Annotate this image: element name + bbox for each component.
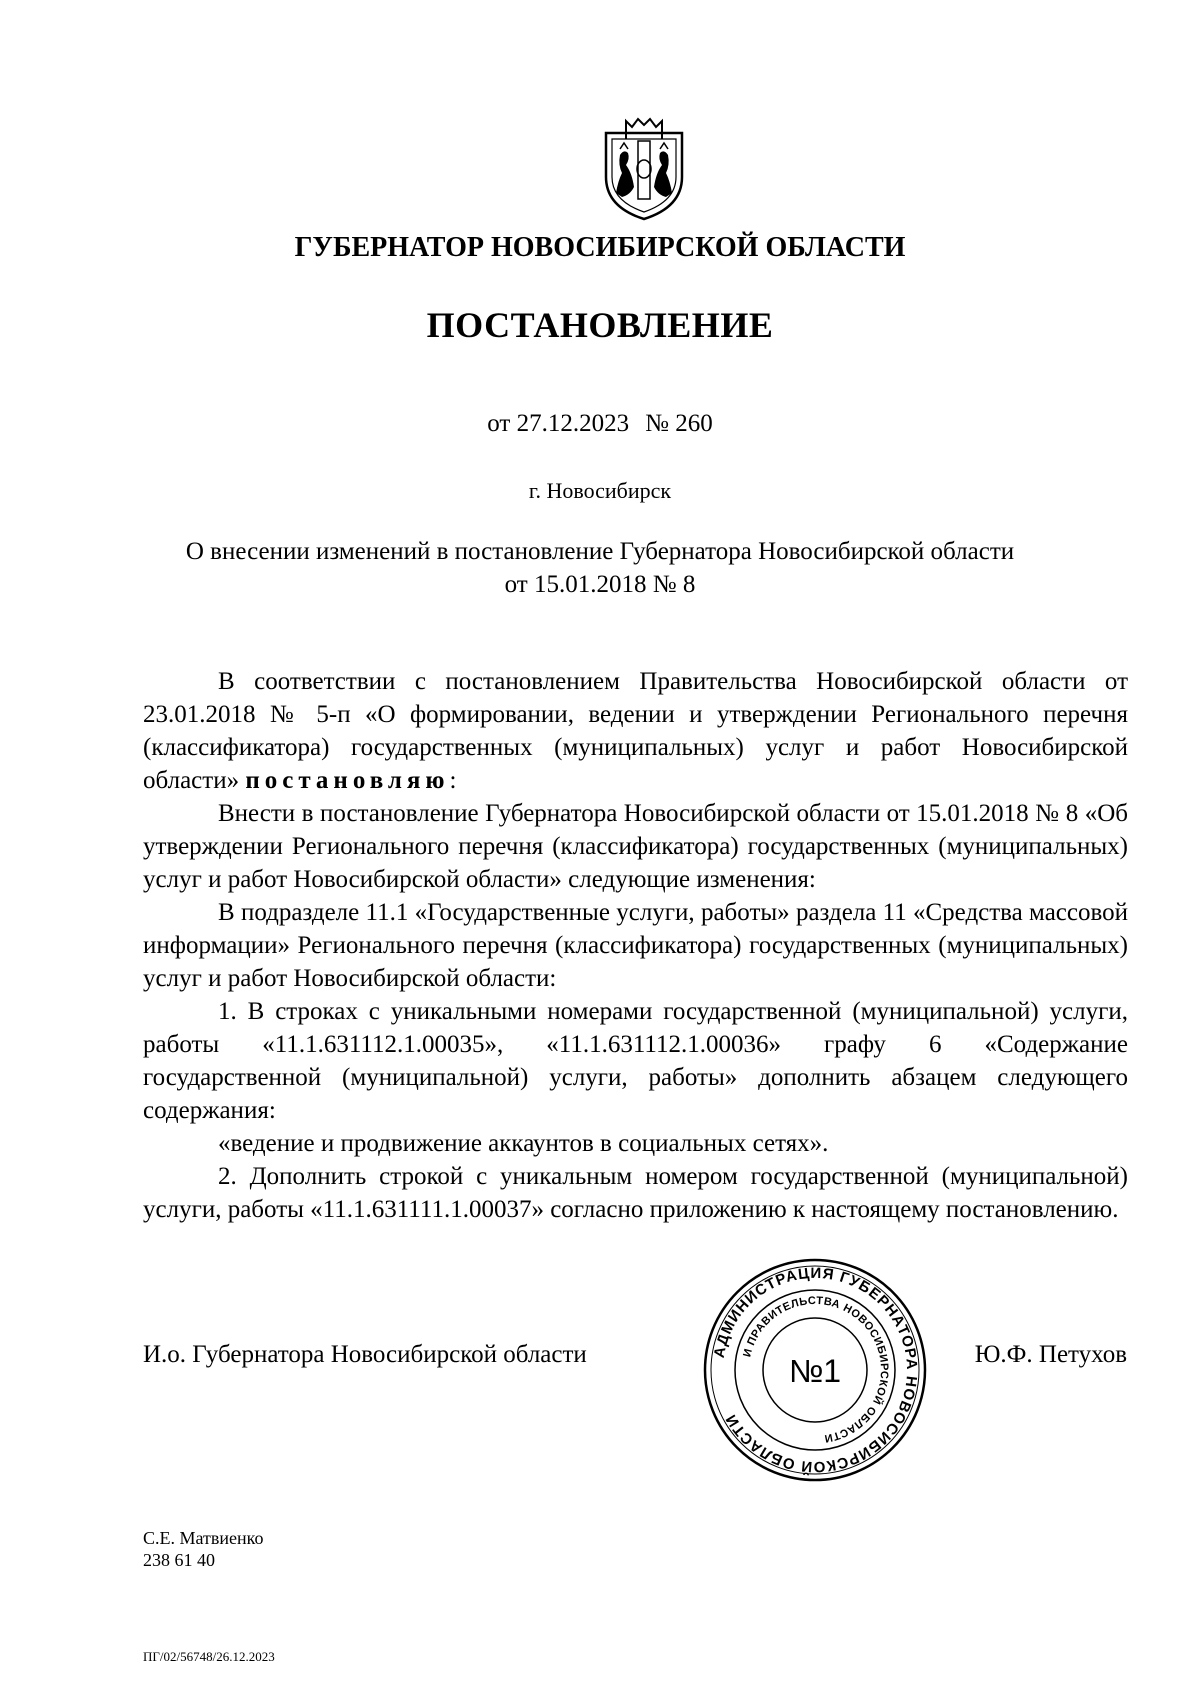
body-paragraph-1-text: В соответствии с постановлением Правительства Новосибирской области от 23.01.2018 № 5-п «О формировании, ведении и утверждении Регионального перечня (классификатора) государственных (муниципальных) услуг и работ Новосибирской области» — [143, 668, 1128, 794]
body-paragraph-1 — [143, 665, 1128, 797]
subject-line-2: от 15.01.2018 № 8 — [504, 571, 696, 598]
signatory-name: Ю.Ф. Петухов — [974, 1341, 1127, 1368]
issuing-authority: ГУБЕРНАТОР НОВОСИБИРСКОЙ ОБЛАСТИ — [294, 232, 906, 263]
document-date: от 27.12.2023 — [487, 410, 630, 437]
subject-line-1: О внесении изменений в постановление Губернатора Новосибирской области — [185, 538, 1015, 565]
official-seal-icon — [700, 1255, 930, 1485]
document-date-number — [0, 410, 1200, 438]
body-paragraph-2: Внести в постановление Губернатора Новосибирской области от 15.01.2018 № 8 «Об утверждении Регионального перечня (классификатора) государственных (муниципальных) услуг и работ Новосибирской области» следующие изменения: — [143, 800, 1128, 893]
seal-outer-text: АДМИНИСТРАЦИЯ ГУБЕРНАТОРА НОВОСИБИРСКОЙ ОБЛАСТИ — [710, 1264, 921, 1476]
executor-block — [143, 1527, 263, 1571]
resolution-keyword: постановляю — [245, 767, 450, 794]
document-city: г. Новосибирск — [528, 478, 672, 503]
document-number: № 260 — [645, 410, 713, 437]
executor-phone: 238 61 40 — [143, 1550, 215, 1570]
body-paragraph-3: В подразделе 11.1 «Государственные услуги, работы» раздела 11 «Средства массовой информации» Регионального перечня (классификатора) государственных (муниципальных) услуг и работ Новосибирской области: — [143, 899, 1128, 992]
executor-name: С.Е. Матвиенко — [143, 1528, 264, 1548]
body-paragraph-4: 1. В строках с уникальными номерами государственной (муниципальной) услуги, работы «11.1.631112.1.00035», «11.1.631112.1.00036» графу 6 «Содержание государственной (муниципальной) услуги, работы» дополнить абзацем следующего содержания: — [143, 998, 1128, 1124]
coat-of-arms-icon — [598, 115, 690, 223]
registration-number: ПГ/02/56748/26.12.2023 — [143, 1649, 275, 1664]
body-paragraph-6: 2. Дополнить строкой с уникальным номером государственной (муниципальной) услуги, работы «11.1.631111.1.00037» согласно приложению к настоящему постановлению. — [143, 1163, 1128, 1223]
document-body — [143, 665, 1128, 1226]
body-paragraph-5: «ведение и продвижение аккаунтов в социальных сетях». — [218, 1130, 829, 1157]
document-subject — [0, 535, 1200, 601]
document-type: ПОСТАНОВЛЕНИЕ — [426, 305, 774, 345]
seal-center-number: №1 — [788, 1353, 842, 1389]
body-paragraph-1-end: : — [449, 767, 457, 794]
seal-inner-text: И ПРАВИТЕЛЬСТВА НОВОСИБИРСКОЙ ОБЛАСТИ — [741, 1294, 891, 1445]
signatory-position: И.о. Губернатора Новосибирской области — [143, 1341, 587, 1368]
